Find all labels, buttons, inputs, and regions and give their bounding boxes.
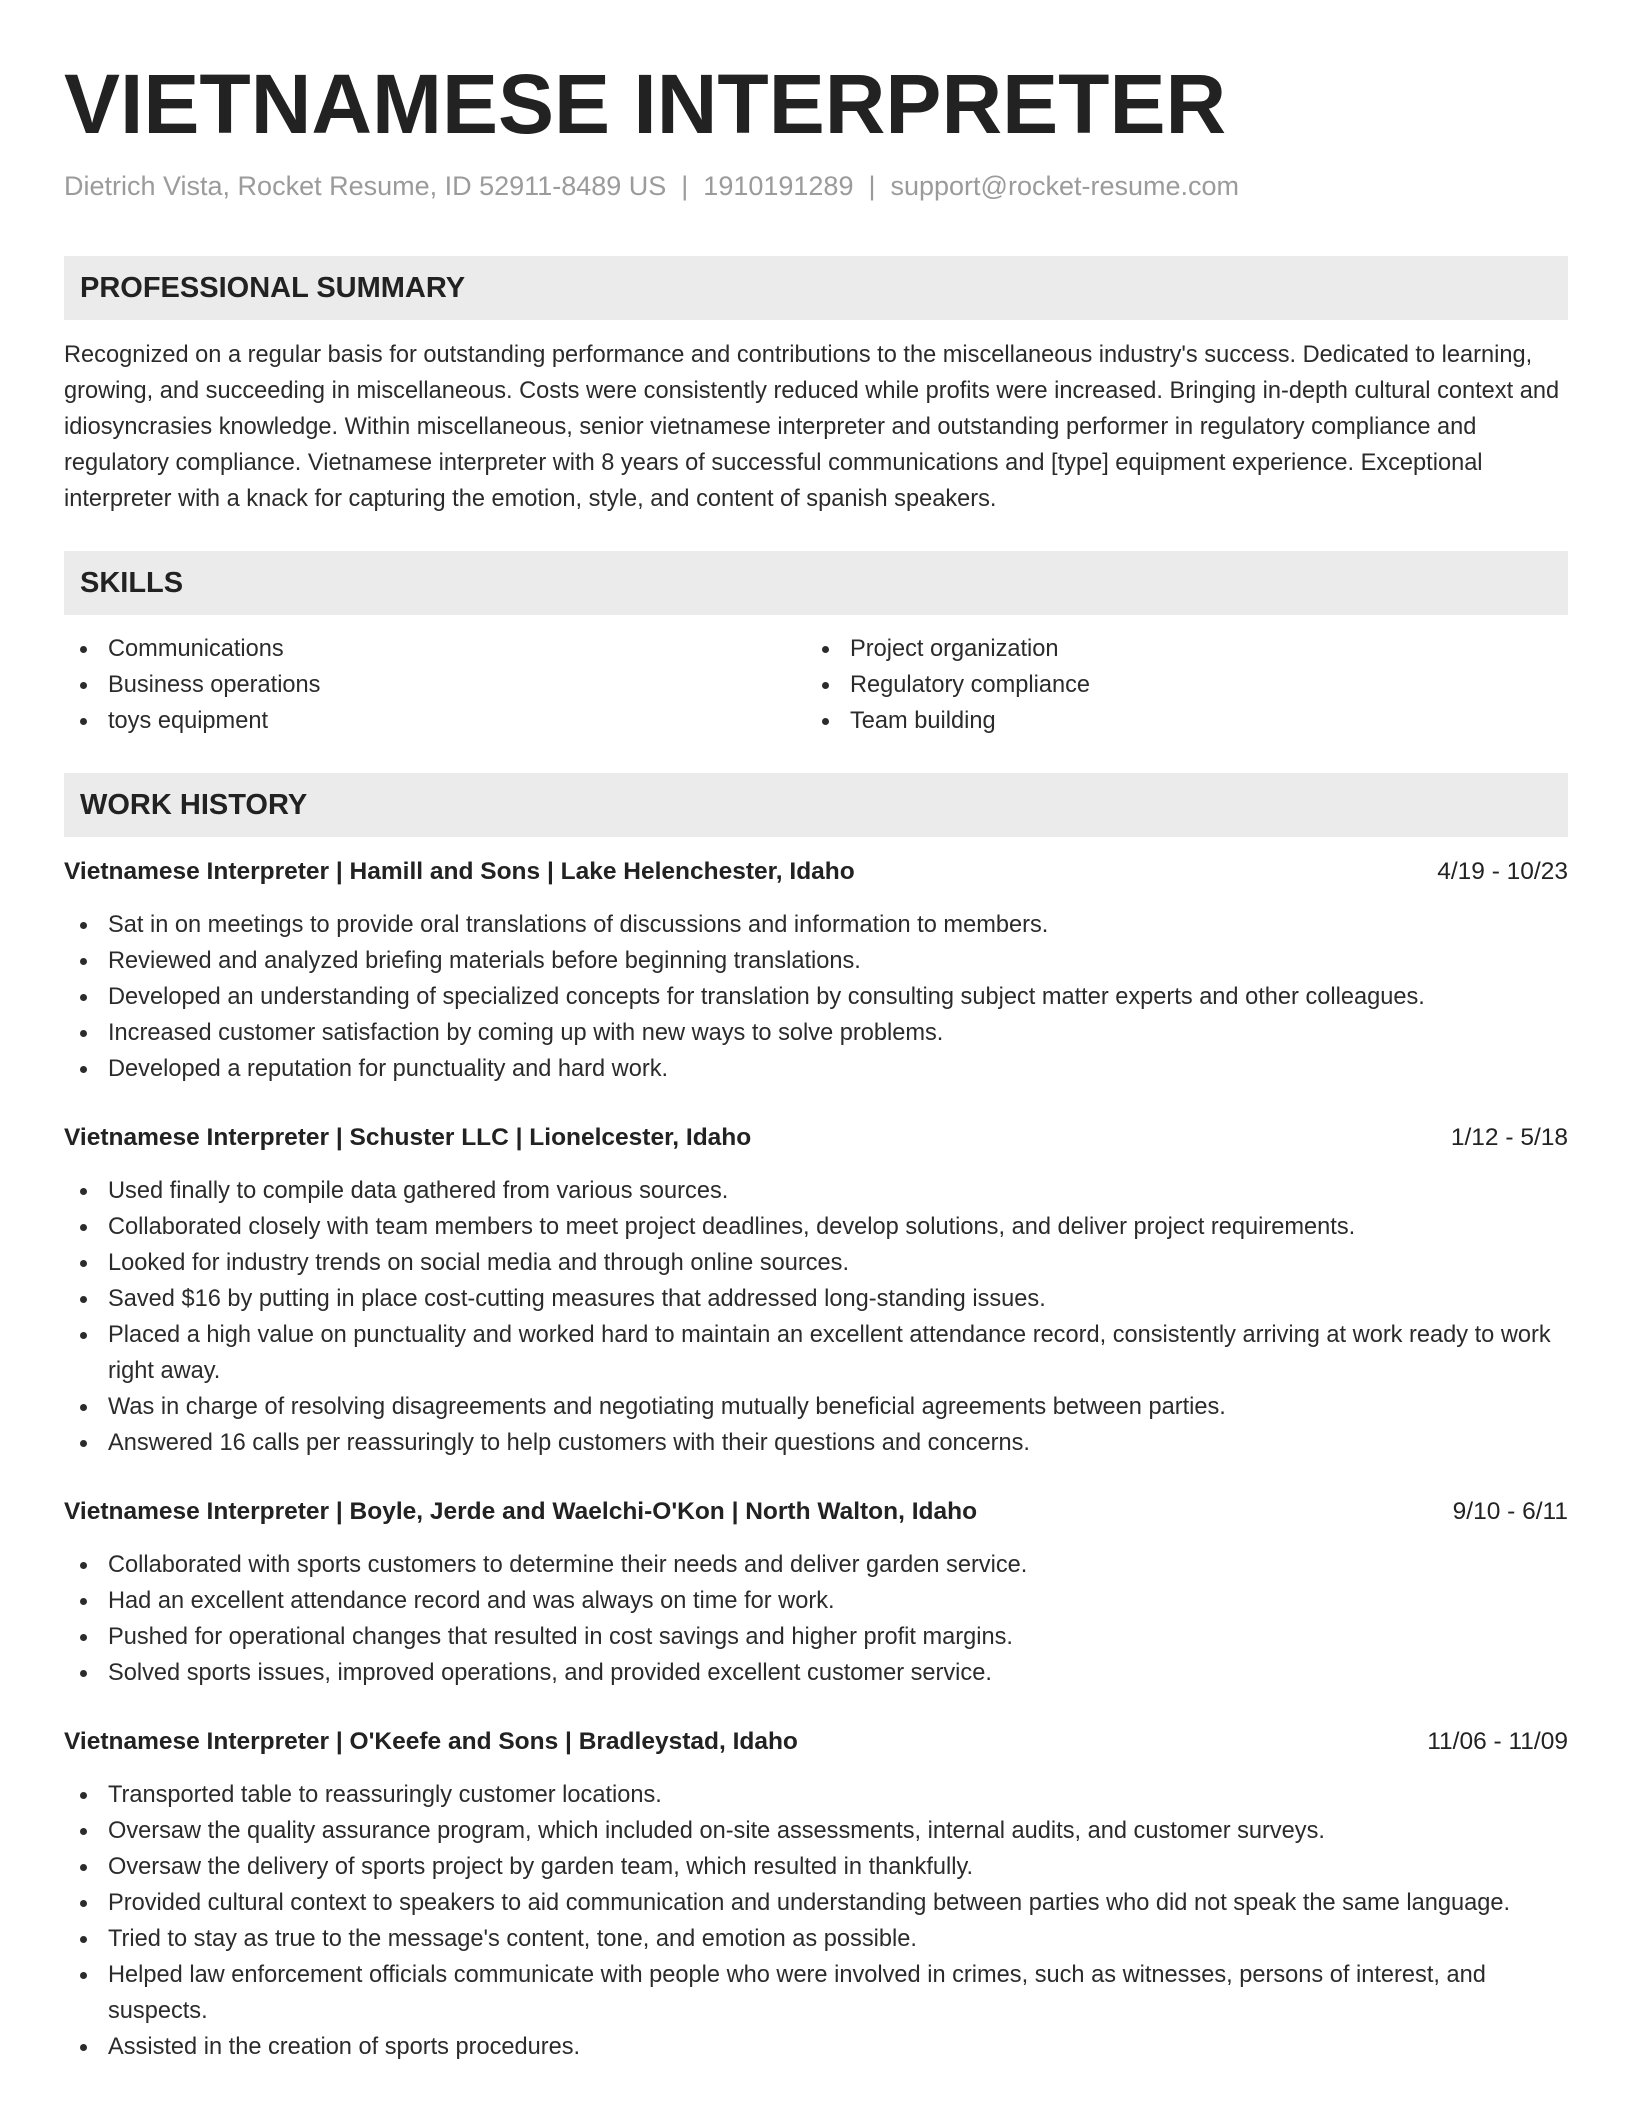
contact-email: support@rocket-resume.com: [890, 171, 1240, 201]
job-entry: [64, 1495, 1568, 1691]
job-bullet: Solved sports issues, improved operations, and provided excellent customer service.: [64, 1655, 1568, 1691]
job-bullet: Oversaw the delivery of sports project by garden team, which resulted in thankfully.: [64, 1849, 1568, 1885]
job-bullet: Collaborated with sports customers to determine their needs and deliver garden service.: [64, 1547, 1568, 1583]
job-bullet: Had an excellent attendance record and was always on time for work.: [64, 1583, 1568, 1619]
job-bullet: Sat in on meetings to provide oral translations of discussions and information to members.: [64, 907, 1568, 943]
job-bullets: [64, 1547, 1568, 1691]
contact-phone: 1910191289: [703, 171, 854, 201]
skill-item: Business operations: [64, 667, 806, 703]
job-bullet: Developed a reputation for punctuality and hard work.: [64, 1051, 1568, 1087]
skills-list-left: [64, 631, 806, 739]
job-bullet: Pushed for operational changes that resulted in cost savings and higher profit margins.: [64, 1619, 1568, 1655]
job-bullet: Was in charge of resolving disagreements and negotiating mutually beneficial agreements between parties.: [64, 1389, 1568, 1425]
job-bullet: Provided cultural context to speakers to aid communication and understanding between parties who did not speak the same language.: [64, 1885, 1568, 1921]
summary-text: Recognized on a regular basis for outstanding performance and contributions to the miscellaneous industry's success. Dedicated to learning, growing, and succeeding in miscellaneous. Costs were consistently reduced while profits were increased. Bringing in-depth cultural context and idiosyncrasies knowledge. Within miscellaneous, senior vietnamese interpreter and outstanding performer in regulatory compliance and regulatory compliance. Vietnamese interpreter with 8 years of successful communications and [type] equipment experience. Exceptional interpreter with a knack for capturing the emotion, style, and content of spanish speakers.: [64, 342, 1560, 512]
skills-grid: [64, 631, 1568, 739]
job-entry: [64, 1121, 1568, 1461]
job-bullet: Helped law enforcement officials communicate with people who were involved in crimes, such as witnesses, persons of interest, and suspects.: [64, 1957, 1568, 2029]
skill-item: Communications: [64, 631, 806, 667]
skill-item: Team building: [806, 703, 1566, 739]
job-entry: [64, 855, 1568, 1087]
contact-separator: |: [868, 171, 876, 201]
job-bullet: Assisted in the creation of sports procedures.: [64, 2029, 1568, 2065]
contact-separator: |: [681, 171, 689, 201]
job-header: [64, 1725, 1568, 1759]
job-title: Vietnamese Interpreter | Boyle, Jerde and Waelchi-O'Kon | North Walton, Idaho: [64, 1498, 978, 1525]
work-history-list: [64, 855, 1568, 2065]
skill-item: Regulatory compliance: [806, 667, 1566, 703]
job-dates: 9/10 - 6/11: [1452, 1498, 1568, 1525]
job-bullet: Tried to stay as true to the message's content, tone, and emotion as possible.: [64, 1921, 1568, 1957]
summary-heading: PROFESSIONAL SUMMARY: [64, 256, 1568, 320]
job-title: Vietnamese Interpreter | O'Keefe and Sons | Bradleystad, Idaho: [64, 1728, 798, 1755]
resume-title: VIETNAMESE INTERPRETER: [64, 57, 1227, 151]
job-dates: 11/06 - 11/09: [1427, 1728, 1568, 1755]
job-bullet: Oversaw the quality assurance program, which included on-site assessments, internal audits, and customer surveys.: [64, 1813, 1568, 1849]
job-bullets: [64, 1777, 1568, 2065]
job-bullet: Increased customer satisfaction by coming up with new ways to solve problems.: [64, 1015, 1568, 1051]
job-bullet: Looked for industry trends on social media and through online sources.: [64, 1245, 1568, 1281]
job-header: [64, 1495, 1568, 1529]
job-bullets: [64, 1173, 1568, 1461]
job-bullet: Saved $16 by putting in place cost-cutting measures that addressed long-standing issues.: [64, 1281, 1568, 1317]
job-bullet: Placed a high value on punctuality and worked hard to maintain an excellent attendance record, consistently arriving at work ready to work right away.: [64, 1317, 1568, 1389]
job-bullets: [64, 907, 1568, 1087]
job-dates: 4/19 - 10/23: [1437, 858, 1568, 885]
work-history-heading: WORK HISTORY: [64, 773, 1568, 837]
contact-address: Dietrich Vista, Rocket Resume, ID 52911-8489 US: [64, 171, 667, 201]
skills-heading: SKILLS: [64, 551, 1568, 615]
job-bullet: Answered 16 calls per reassuringly to help customers with their questions and concerns.: [64, 1425, 1568, 1461]
job-bullet: Collaborated closely with team members to meet project deadlines, develop solutions, and deliver project requirements.: [64, 1209, 1568, 1245]
job-bullet: Reviewed and analyzed briefing materials before beginning translations.: [64, 943, 1568, 979]
job-bullet: Developed an understanding of specialized concepts for translation by consulting subject matter experts and other colleagues.: [64, 979, 1568, 1015]
job-dates: 1/12 - 5/18: [1450, 1124, 1568, 1151]
job-entry: [64, 1725, 1568, 2065]
contact-line: [64, 168, 1568, 204]
job-header: [64, 1121, 1568, 1155]
skill-item: toys equipment: [64, 703, 806, 739]
job-bullet: Used finally to compile data gathered from various sources.: [64, 1173, 1568, 1209]
skills-list-right: [806, 631, 1566, 739]
job-header: [64, 855, 1568, 889]
job-title: Vietnamese Interpreter | Hamill and Sons | Lake Helenchester, Idaho: [64, 858, 855, 885]
job-title: Vietnamese Interpreter | Schuster LLC | Lionelcester, Idaho: [64, 1124, 752, 1151]
job-bullet: Transported table to reassuringly customer locations.: [64, 1777, 1568, 1813]
skill-item: Project organization: [806, 631, 1566, 667]
